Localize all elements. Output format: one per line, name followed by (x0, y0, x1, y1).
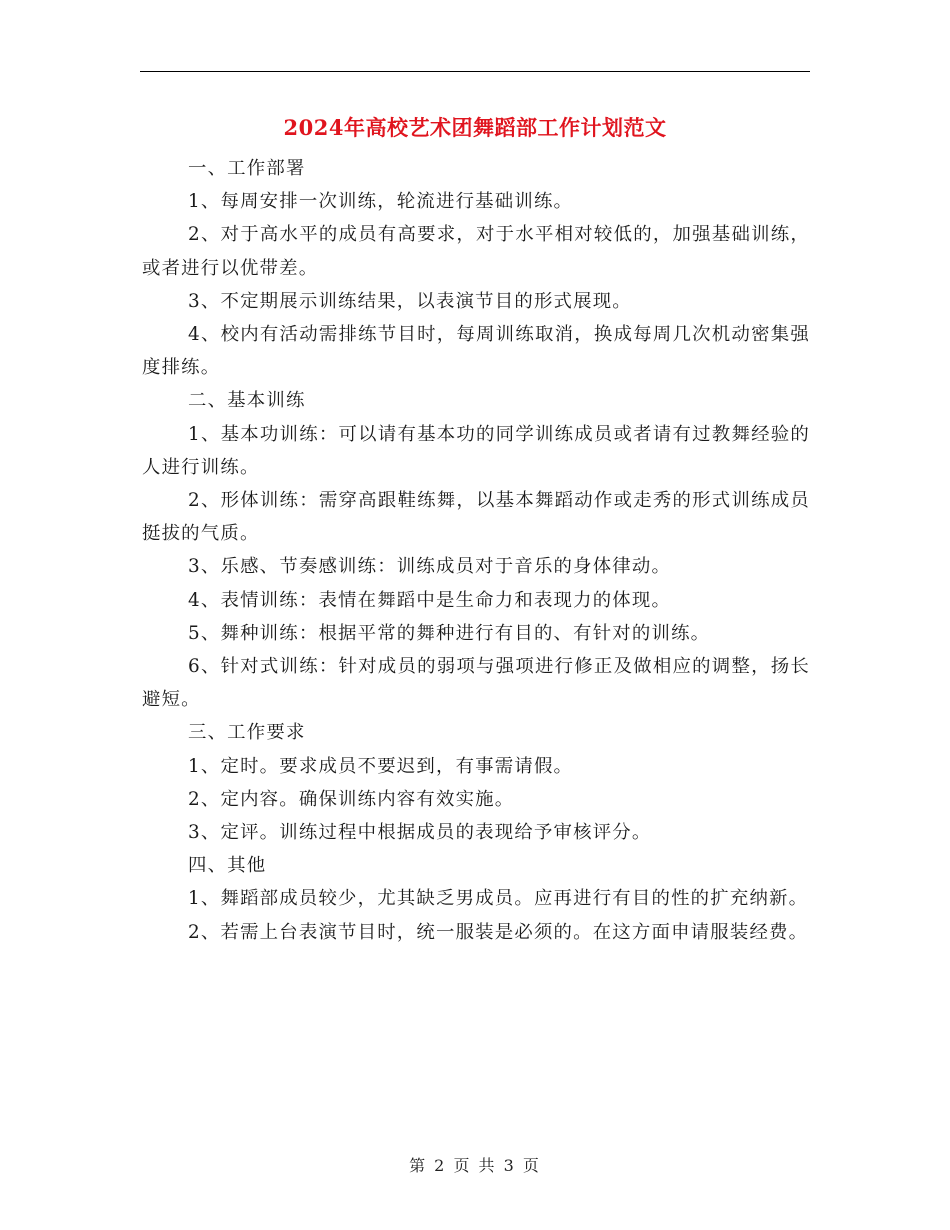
paragraph: 6、针对式训练：针对成员的弱项与强项进行修正及做相应的调整，扬长避短。 (142, 656, 810, 711)
document-body (142, 152, 810, 949)
paragraph: 3、乐感、节奏感训练：训练成员对于音乐的身体律动。 (188, 556, 672, 578)
paragraph: 1、基本功训练：可以请有基本功的同学训练成员或者请有过教舞经验的人进行训练。 (142, 423, 810, 478)
header-rule (140, 71, 810, 72)
paragraph: 1、定时。要求成员不要迟到，有事需请假。 (188, 755, 574, 777)
page-footer: 第 2 页 共 3 页 (409, 1156, 541, 1175)
section-heading-2: 二、基本训练 (188, 390, 306, 412)
paragraph: 2、若需上台表演节目时，统一服装是必须的。在这方面申请服装经费。 (188, 921, 809, 943)
paragraph: 2、定内容。确保训练内容有效实施。 (188, 788, 515, 810)
paragraph: 3、定评。训练过程中根据成员的表现给予审核评分。 (188, 822, 652, 844)
paragraph: 1、每周安排一次训练，轮流进行基础训练。 (188, 191, 574, 213)
paragraph: 4、表情训练：表情在舞蹈中是生命力和表现力的体现。 (188, 589, 672, 611)
section-heading-3: 三、工作要求 (188, 722, 306, 744)
paragraph: 3、不定期展示训练结果，以表演节目的形式展现。 (188, 290, 632, 312)
paragraph: 2、形体训练：需穿高跟鞋练舞，以基本舞蹈动作或走秀的形式训练成员挺拔的气质。 (142, 490, 810, 545)
paragraph: 5、舞种训练：根据平常的舞种进行有目的、有针对的训练。 (188, 622, 711, 644)
section-heading-1: 一、工作部署 (188, 158, 306, 179)
page-title: 2024年高校艺术团舞蹈部工作计划范文 (283, 115, 667, 140)
section-heading-4: 四、其他 (188, 855, 267, 877)
paragraph: 2、对于高水平的成员有高要求，对于水平相对较低的，加强基础训练，或者进行以优带差。 (142, 224, 810, 279)
paragraph: 1、舞蹈部成员较少，尤其缺乏男成员。应再进行有目的性的扩充纳新。 (188, 888, 809, 910)
paragraph: 4、校内有活动需排练节目时，每周训练取消，换成每周几次机动密集强度排练。 (142, 324, 810, 379)
